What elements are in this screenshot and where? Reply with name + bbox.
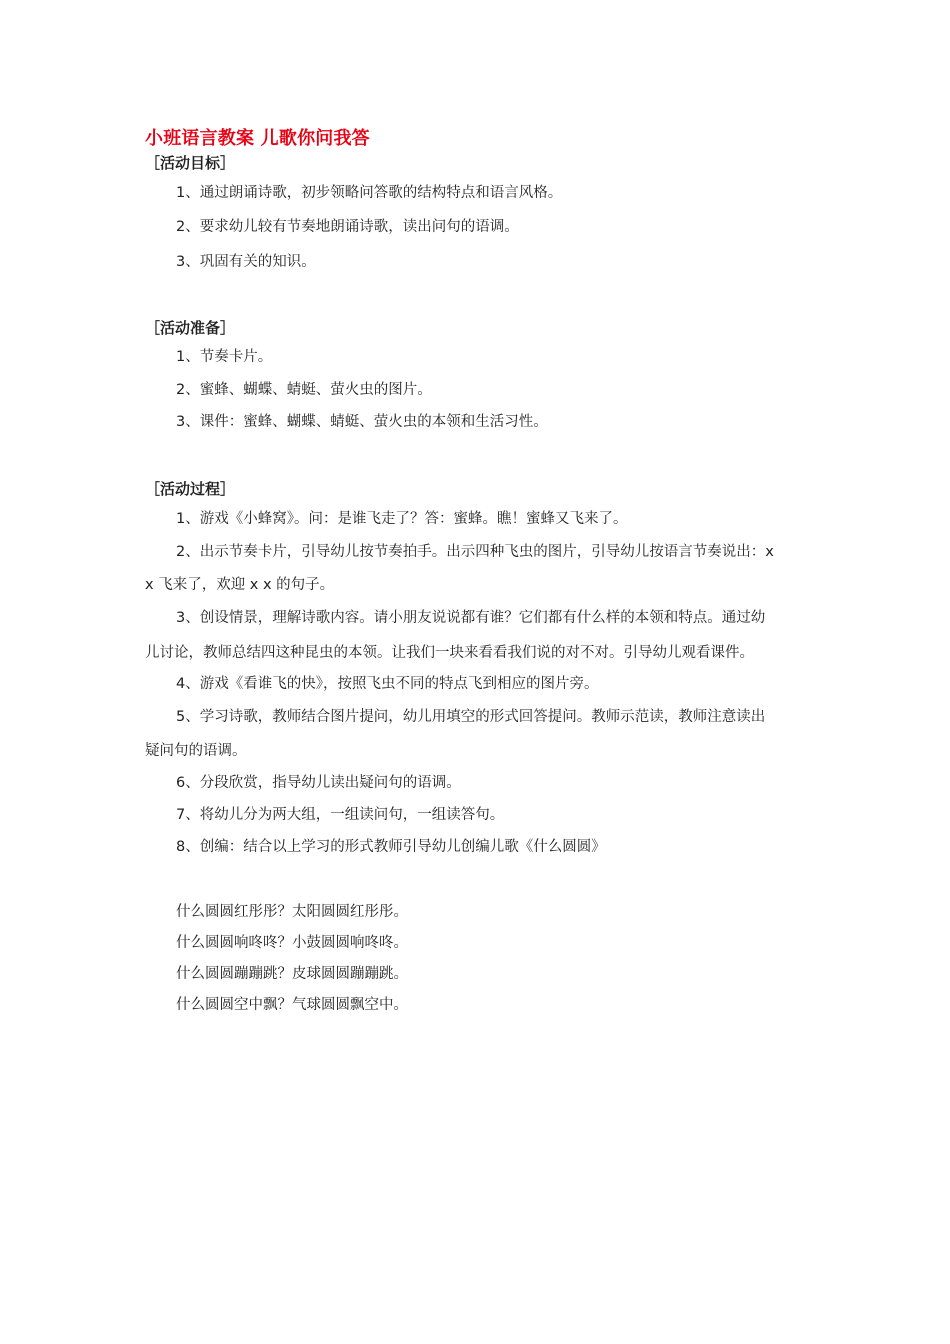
process-item-8: 8、创编：结合以上学习的形式教师引导幼儿创编儿歌《什么圆圆》 xyxy=(176,839,606,855)
preparation-item-2: 2、蜜蜂、蝴蝶、蜻蜓、萤火虫的图片。 xyxy=(176,382,432,398)
goals-heading: ［活动目标］ xyxy=(145,154,236,172)
poem-line-3: 什么圆圆蹦蹦跳？皮球圆圆蹦蹦跳。 xyxy=(176,966,408,982)
goals-item-3: 3、巩固有关的知识。 xyxy=(176,254,316,270)
goals-item-2: 2、要求幼儿较有节奏地朗诵诗歌，读出问句的语调。 xyxy=(176,219,519,235)
process-item-1: 1、游戏《小蜂窝》。问：是谁飞走了？答：蜜蜂。瞧！蜜蜂又飞来了。 xyxy=(176,511,628,527)
preparation-item-3: 3、课件：蜜蜂、蝴蝶、蜻蜓、萤火虫的本领和生活习性。 xyxy=(176,414,548,430)
process-item-2: 2、出示节奏卡片，引导幼儿按节奏拍手。出示四种飞虫的图片，引导幼儿按语言节奏说出：x xyxy=(176,544,774,560)
goals-item-1: 1、通过朗诵诗歌，初步领略问答歌的结构特点和语言风格。 xyxy=(176,185,563,201)
poem-line-2: 什么圆圆响咚咚？小鼓圆圆响咚咚。 xyxy=(176,935,408,951)
process-item-4: 4、游戏《看谁飞的快》，按照飞虫不同的特点飞到相应的图片旁。 xyxy=(176,676,599,692)
preparation-item-1: 1、节奏卡片。 xyxy=(176,349,273,365)
document-title: 小班语言教案 儿歌你问我答 xyxy=(145,128,370,149)
process-item-5-cont: 疑问句的语调。 xyxy=(145,743,247,759)
process-item-5: 5、学习诗歌，教师结合图片提问，幼儿用填空的形式回答提问。教师示范读，教师注意读出 xyxy=(176,709,766,725)
process-heading: ［活动过程］ xyxy=(145,480,236,498)
process-item-3: 3、创设情景，理解诗歌内容。请小朋友说说都有谁？它们都有什么样的本领和特点。通过幼 xyxy=(176,610,766,626)
process-item-3-cont: 儿讨论，教师总结四这种昆虫的本领。让我们一块来看看我们说的对不对。引导幼儿观看课件。 xyxy=(145,645,754,661)
poem-line-4: 什么圆圆空中飘？气球圆圆飘空中。 xyxy=(176,997,408,1013)
process-item-2-cont: x 飞来了，欢迎 x x 的句子。 xyxy=(145,577,335,593)
process-item-6: 6、分段欣赏，指导幼儿读出疑问句的语调。 xyxy=(176,775,461,791)
preparation-heading: ［活动准备］ xyxy=(145,319,236,337)
poem-line-1: 什么圆圆红彤彤？太阳圆圆红彤彤。 xyxy=(176,904,408,920)
process-item-7: 7、将幼儿分为两大组，一组读问句，一组读答句。 xyxy=(176,807,505,823)
